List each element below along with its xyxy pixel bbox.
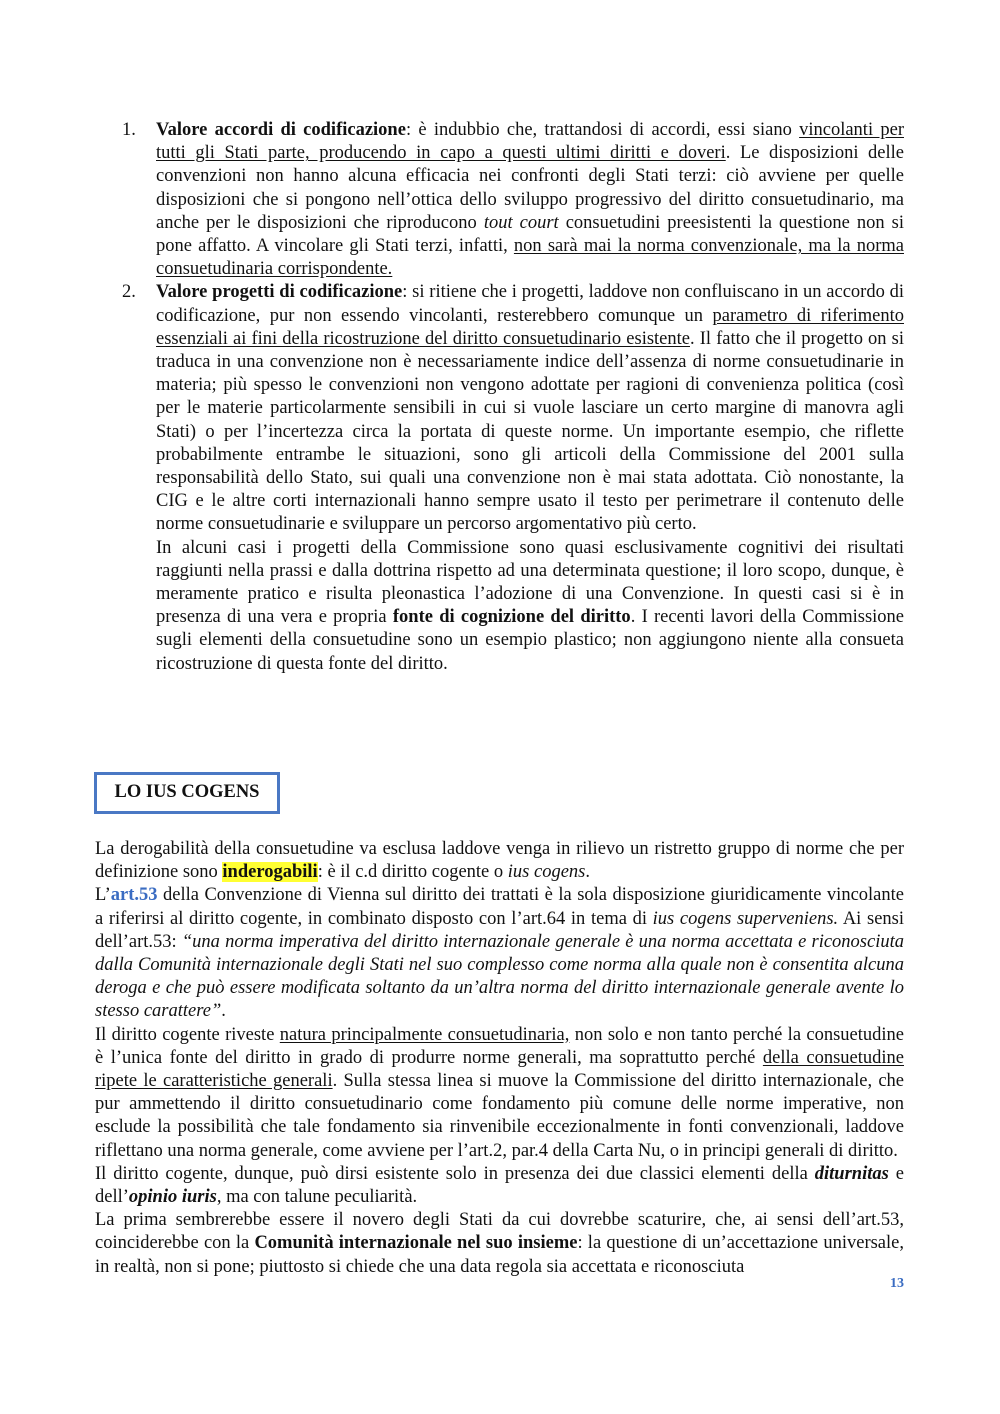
list-number: 1. bbox=[122, 120, 136, 140]
paragraph-1: La derogabilità della consuetudine va esclusa laddove venga in rilievo un ristretto gruppo di norme che per definizione sono inderogabili: è il c.d diritto cogente o ius cogens. bbox=[95, 839, 904, 883]
underlined-text: parametro di riferimento essenziali ai fini della ricostruzione del diritto consuetudinario esistente bbox=[156, 305, 904, 349]
underlined-text: natura principalmente consuetudinaria, bbox=[279, 1024, 570, 1045]
list-item-2 bbox=[122, 281, 904, 675]
bold-italic-text: opinio iuris bbox=[128, 1187, 217, 1208]
item-title: Valore accordi di codificazione bbox=[156, 120, 406, 140]
italic-text: ius cogens superveniens. bbox=[652, 908, 839, 929]
italic-text: tout court bbox=[483, 212, 559, 233]
paragraph-3: Il diritto cogente riveste natura principalmente consuetudinaria, non solo e non tanto perché la consuetudine è l’unica fonte del diritto in grado di produrre norme generali, ma soprattutto perché della consuetudine ripete le caratteristiche generali. Sulla stessa linea si muove la Commissione del diritto internazionale, che pur ammettendo il diritto consuetudinario come fondamento più comune delle norme imperative, non esclude la possibilità che tale fondamento sia rinvenibile eccezionalmente in fonti convenzionali, laddove riflettano una norma generale, come avviene per l’art.2, par.4 della Carta Nu, o in principi generali di diritto. bbox=[95, 1024, 905, 1161]
underlined-text: vincolanti per tutti gli Stati parte, producendo in capo a questi ultimi diritti e doveri bbox=[156, 120, 904, 164]
section-heading bbox=[94, 772, 280, 814]
paragraph-4: Il diritto cogente, dunque, può dirsi esistente solo in presenza dei due classici elementi della diturnitas e dell’opinio iuris, ma con talune peculiarità. bbox=[95, 1163, 904, 1208]
italic-text: ius cogens bbox=[507, 862, 586, 883]
underlined-text: della consuetudine ripete le caratteristiche generali bbox=[95, 1047, 904, 1092]
underlined-text: non sarà mai la norma convenzionale, ma la norma consuetudinaria corrispondente. bbox=[156, 236, 904, 280]
bold-italic-text: diturnitas bbox=[814, 1163, 889, 1184]
bold-text: fonte di cognizione del diritto bbox=[392, 607, 631, 628]
bold-text: Comunità internazionale nel suo insieme bbox=[254, 1233, 578, 1254]
paragraph-2: L’art.53 della Convenzione di Vienna sul diritto dei trattati è la sola disposizione giuridicamente vincolante a riferirsi al diritto cogente, in combinato disposto con l’art.64 in tema di ius cogens superveniens. Ai sensi dell’art.53: “una norma imperativa del diritto internazionale generale è una norma accettata e riconosciuta dalla Comunità internazionale degli Stati nel suo complesso come norma alla quale non è consentita alcuna deroga e che può essere modificata soltanto da un’altra norma del diritto internazionale generale avente lo stesso carattere”. bbox=[95, 885, 904, 1022]
list-item-text: Valore accordi di codificazione: è indubbio che, trattandosi di accordi, essi siano vincolanti per tutti gli Stati parte, producendo in capo a questi ultimi diritti e doveri. Le disposizioni delle convenzioni non hanno alcuna efficacia nei confronti degli Stati terzi: ciò avviene per quelle disposizioni che si pongono nell’ottica dello sviluppo progressivo del diritto consuetudinario, ma anche per le disposizioni che riproducono tout court consuetudini preesistenti la questione non si pone affatto. A vincolare gli Stati terzi, infatti, non sarà mai la norma convenzionale, ma la norma consuetudinaria corrispondente. bbox=[156, 120, 905, 280]
numbered-list bbox=[122, 119, 905, 676]
article-link[interactable]: art.53 bbox=[110, 885, 158, 906]
page-number: 13 bbox=[890, 1276, 904, 1291]
list-number: 2. bbox=[122, 282, 136, 303]
section-heading-text: LO IUS COGENS bbox=[114, 782, 260, 803]
list-item-text: Valore progetti di codificazione: si ritiene che i progetti, laddove non confluiscano in un accordo di codificazione, pur non essendo vincolanti, resterebbero comunque un parametro di riferimento essenziali ai fini della ricostruzione del diritto consuetudinario esistente. Il fatto che il progetto on si traduca in una convenzione non è necessariamente indice dell’assenza di norme consuetudinarie in materia; più spesso le convenzioni non vengono adottate per ragioni di convenienza politica (così per le materie particolarmente sensibili in cui si vuole lasciare un certo margine di manovra agli Stati) o per l’incertezza circa la portata di queste norme. Un importante esempio, che riflette probabilmente entrambe le situazioni, sono gli articoli della Commissione del 2001 sulla responsabilità dello Stato, sui quali una convenzione non è mai stata adottata. Ciò nonostante, la CIG e le altre corti internazionali hanno sempre usato il testo per perimetrare il contenuto delle norme consuetudinarie e sviluppare un percorso argomentativo più certo. bbox=[156, 282, 904, 535]
quoted-article-text: “una norma imperativa del diritto internazionale generale è una norma accettata e riconosciuta dalla Comunità internazionale degli Stati nel suo complesso come norma alla quale non è consentita alcuna deroga e che può essere modificata soltanto da un’altra norma del diritto internazionale generale avente lo stesso carattere” bbox=[95, 931, 904, 1022]
item-title: Valore progetti di codificazione bbox=[156, 282, 403, 303]
list-item-paragraph: In alcuni casi i progetti della Commissione sono quasi esclusivamente cognitivi dei risultati raggiunti nella prassi e dalla dottrina rispetto ad una determinata questione; il loro scopo, dunque, è meramente pratico e risulta pleonastica l’adozione di una Convenzione. In questi casi si è in presenza di una vera e propria fonte di cognizione del diritto. I recenti lavori della Commissione sugli elementi della consuetudine sono un esempio plastico; non aggiungono niente alla consueta ricostruzione di questa fonte del diritto. bbox=[156, 537, 904, 674]
list-item-1 bbox=[122, 119, 905, 281]
highlighted-text: inderogabili bbox=[222, 862, 318, 883]
paragraph-5: La prima sembrerebbe essere il novero degli Stati da cui dovrebbe scaturire, che, ai sensi dell’art.53, coinciderebbe con la Comunità internazionale nel suo insieme: la questione di un’accettazione universale, in realtà, non si pone; piuttosto si chiede che una data regola sia accettata e riconosciuta bbox=[95, 1210, 904, 1277]
section-body bbox=[95, 838, 904, 1279]
